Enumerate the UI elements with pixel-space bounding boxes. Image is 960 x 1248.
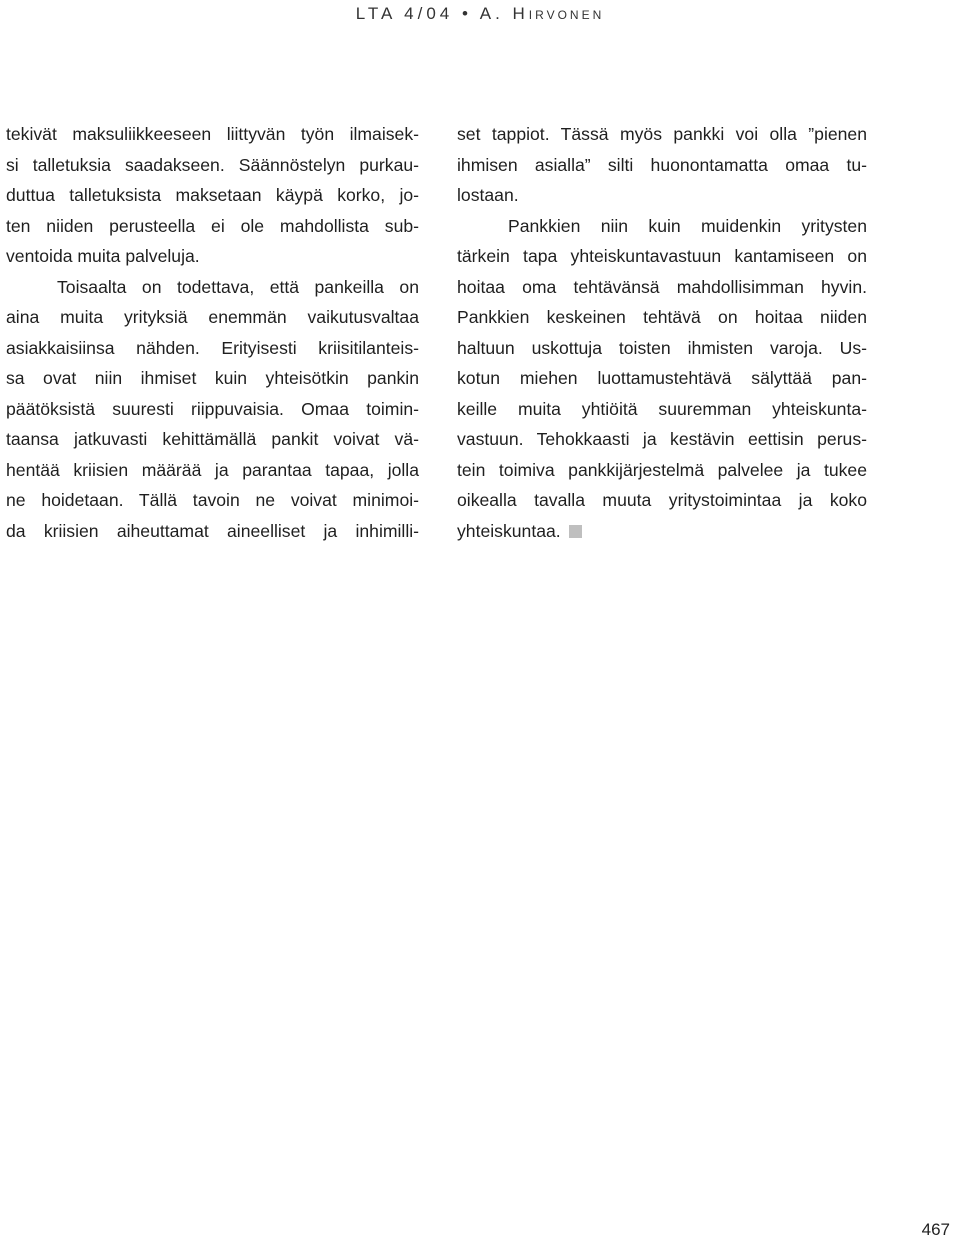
text-line: oikealla tavalla muuta yritystoimintaa ja koko (457, 490, 867, 510)
running-head (0, 4, 960, 24)
text-line: ten niiden perusteella ei ole mahdollista sub- (6, 215, 419, 236)
left-column (6, 119, 419, 546)
text-line: tärkein tapa yhteiskuntavastuun kantamiseen on (457, 246, 867, 266)
journal-issue: LTA 4/04 (355, 4, 454, 23)
text-line: hoitaa oma tehtävänsä mahdollisimman hyvin. (457, 276, 867, 297)
text-line: ihmisen asialla” silti huonontamatta omaa tu- (457, 154, 867, 175)
final-line-text: yhteiskuntaa. (457, 520, 561, 541)
author-surname: IRVONEN (528, 8, 605, 22)
text-line: sa ovat niin ihmiset kuin yhteisötkin pankin (6, 368, 419, 388)
text-line: ventoida muita palveluja. (6, 246, 200, 266)
text-line: päätöksistä suuresti riippuvaisia. Omaa toimin- (6, 398, 419, 419)
text-line: da kriisien aiheuttamat aineelliset ja inhimilli- (6, 520, 419, 541)
text-line: vastuun. Tehokkaasti ja kestävin eettisin perus- (457, 429, 867, 449)
text-line: Pankkien niin kuin muidenkin yritysten (508, 215, 867, 236)
text-line: asiakkaisiinsa nähden. Erityisesti kriisitilanteis- (6, 337, 419, 358)
text-line: taansa jatkuvasti kehittämällä pankit voivat vä- (6, 429, 419, 449)
right-column (457, 119, 867, 546)
text-line: set tappiot. Tässä myös pankki voi olla ”pienen (457, 124, 867, 144)
header-bullet: • (461, 4, 472, 23)
text-line: keille muita yhtiöitä suuremman yhteiskunta- (457, 398, 867, 419)
author-initial: A. H (479, 4, 529, 23)
text-line: ne hoidetaan. Tällä tavoin ne voivat minimoi- (6, 490, 419, 510)
end-of-article-icon (569, 525, 582, 538)
text-line: Pankkien keskeinen tehtävä on hoitaa niiden (457, 307, 867, 327)
text-line: tekivät maksuliikkeeseen liittyvän työn ilmaisek- (6, 124, 419, 144)
page-number: 467 (921, 1220, 950, 1239)
final-text-line (457, 516, 867, 547)
text-line: lostaan. (457, 185, 519, 205)
text-line: kotun miehen luottamustehtävä sälyttää pan- (457, 368, 867, 388)
text-line: si talletuksia saadakseen. Säännöstelyn purkau- (6, 154, 419, 175)
text-line: duttua talletuksista maksetaan käypä korko, jo- (6, 185, 419, 205)
text-line: hentää kriisien määrää ja parantaa tapaa, jolla (6, 459, 419, 480)
text-line: Toisaalta on todettava, että pankeilla on (57, 276, 419, 297)
text-line: aina muita yrityksiä enemmän vaikutusvaltaa (6, 307, 419, 327)
text-line: haltuun uskottuja toisten ihmisten varoja. Us- (457, 337, 867, 358)
text-line: tein toimiva pankkijärjestelmä palvelee ja tukee (457, 459, 867, 480)
